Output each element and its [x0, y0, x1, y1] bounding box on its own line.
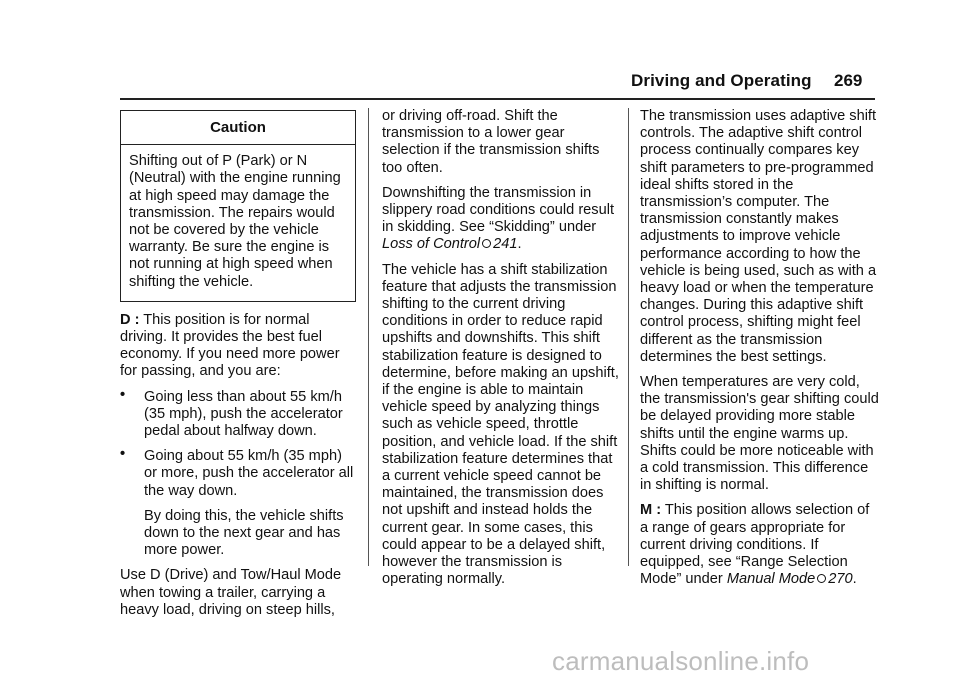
downshift-paragraph [382, 185, 622, 254]
stabilization-paragraph: The vehicle has a shift stabilization feature that adjusts the transmission shifting to the current driving conditions in order to reduce rapid upshifts and downshifts. This shift stabilization feature is designed to determine, before making an upshift, if the engine is able to maintain vehicle speed by analyzing things such as vehicle speed, throttle position, and vehicle load. If the shift stabilization feature determines that a current vehicle speed cannot be maintained, the transmission does not upshift and instead holds the current gear. In some cases, this could appear to be a delayed shift, however the transmission is operating normally. [382, 261, 619, 588]
caution-title: Caution [121, 111, 355, 145]
column-3 [640, 108, 880, 596]
header-rule [120, 98, 875, 100]
column-divider-2 [628, 108, 629, 566]
watermark: carmanualsonline.info [552, 646, 810, 676]
offroad-paragraph: or driving off-road. Shift the transmission to a lower gear selection if the transmission shifts too often. [382, 108, 600, 176]
bullet-note: By doing this, the vehicle shifts down to the next gear and has more power. [144, 507, 344, 559]
cross-reference-title[interactable]: Loss of Control [382, 236, 481, 253]
bullet-text: Going less than about 55 km/h (35 mph), push the accelerator pedal about halfway down. [144, 388, 343, 440]
caution-box [120, 110, 356, 302]
bullet-icon: • [120, 446, 126, 463]
downshift-text: Downshifting the transmission in slippery road conditions could result in skidding. See “Skidding” under [382, 184, 615, 236]
cross-reference-page[interactable]: 241 [493, 236, 518, 253]
bullet-text: Going about 55 km/h (35 mph) or more, push the accelerator all the way down. [144, 448, 354, 499]
cross-reference-page[interactable]: 270 [828, 571, 853, 588]
page-reference-icon [482, 239, 491, 248]
caution-text: Shifting out of P (Park) or N (Neutral) with the engine running at high speed may damage the transmission. The repairs would not be covered by the vehicle warranty. Be sure the engine is not running at high speed when shifting the vehicle. [129, 153, 341, 290]
sentence-end: . [852, 571, 857, 588]
drive-text: This position is for normal driving. It provides the best fuel economy. If you need more power for passing, and you are: [120, 311, 340, 380]
manual-label: M : [640, 502, 662, 519]
list-item [120, 386, 356, 441]
manual-paragraph [640, 502, 880, 588]
page-reference-icon [817, 574, 826, 583]
column-2 [382, 108, 622, 596]
list-item [120, 448, 356, 500]
section-title: Driving and Operating [631, 71, 812, 90]
cold-temperature-paragraph: When temperatures are very cold, the transmission's gear shifting could be delayed providing more stable shifts until the engine warms up. Shifts could be more noticeable with a cold transmission. This difference in shifting is normal. [640, 374, 879, 494]
page-number: 269 [834, 71, 863, 90]
adaptive-shift-paragraph: The transmission uses adaptive shift controls. The adaptive shift control process continually compares key shift parameters to pre-programmed ideal shifts stored in the transmission’s computer. The transmission constantly makes adjustments to improve vehicle performance according to how the vehicle is being used, such as with a heavy load or when the temperature changes. During this adaptive shift control process, shifting might feel different as the transmission determines the best settings. [640, 108, 877, 365]
drive-paragraph [120, 312, 356, 381]
sentence-end: . [517, 236, 522, 253]
column-1 [120, 108, 356, 627]
bullet-icon: • [120, 386, 126, 403]
manual-text: This position allows selection of a range of gears appropriate for current driving conditions. If equipped, see “Range Selection Mode” under [640, 502, 870, 588]
column-divider-1 [368, 108, 369, 566]
drive-label: D : [120, 311, 140, 328]
towhaul-paragraph: Use D (Drive) and Tow/Haul Mode when towing a trailer, carrying a heavy load, driving on steep hills, [120, 567, 342, 618]
cross-reference-title[interactable]: Manual Mode [726, 571, 816, 588]
